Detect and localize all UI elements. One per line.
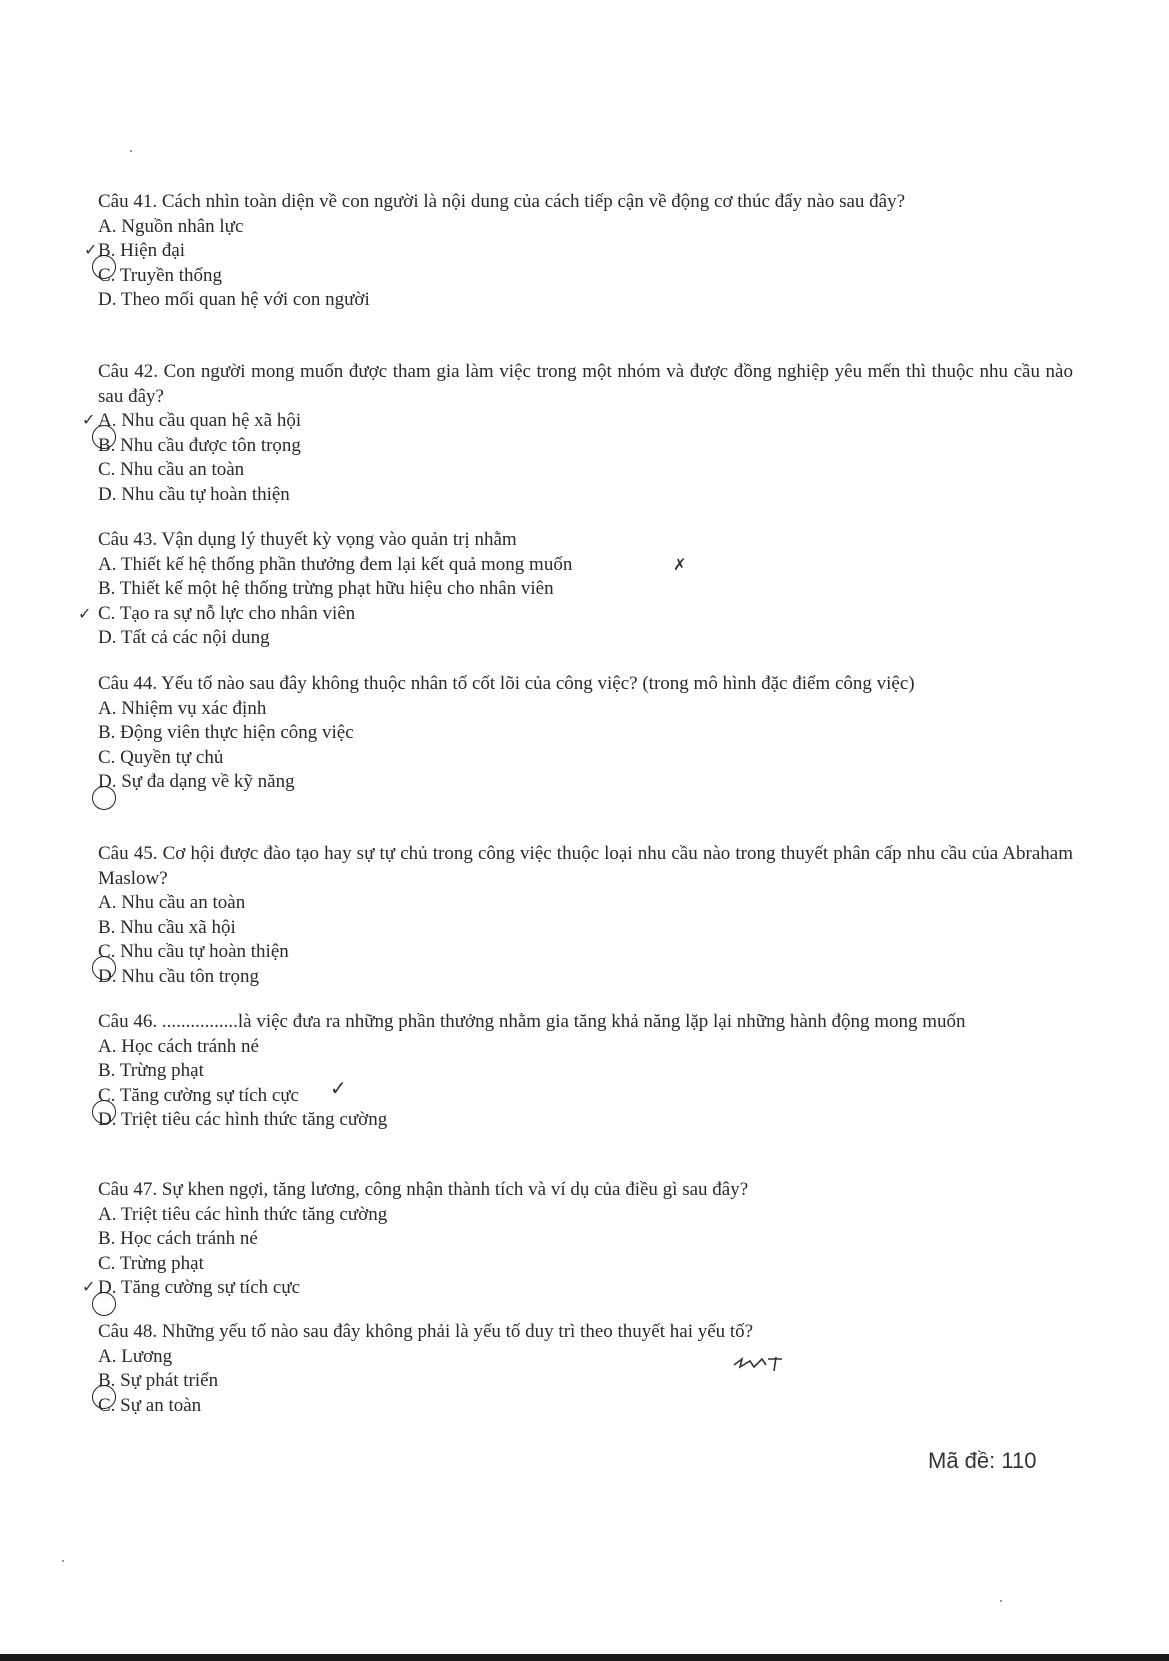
option-b[interactable]: B. Học cách tránh né: [98, 1228, 258, 1249]
question-42: [82, 360, 1073, 507]
option-c[interactable]: C. Tăng cường sự tích cực ✓: [98, 1075, 347, 1106]
option-b[interactable]: B. Hiện đại ✓: [84, 240, 186, 261]
answer-options: [98, 891, 1073, 989]
option-b[interactable]: B. Trừng phạt: [98, 1060, 204, 1081]
question-text: Câu 47. Sự khen ngợi, tăng lương, công nhận thành tích và ví dụ của điều gì sau đây?: [98, 1179, 749, 1200]
exam-code: Mã đề: 110: [928, 1448, 1037, 1473]
option-c[interactable]: C. Nhu cầu tự hoàn thiện: [98, 941, 289, 962]
question-text: Câu 44. Yếu tố nào sau đây không thuộc nhân tố cốt lõi của công việc? (trong mô hình đặc điểm công việc): [98, 673, 915, 694]
option-c[interactable]: C. Quyền tự chủ: [98, 746, 224, 768]
option-c[interactable]: ✓ C. Tạo ra sự nỗ lực cho nhân viên: [78, 602, 356, 624]
option-d[interactable]: D. Tăng cường sự tích cực ✓: [82, 1277, 301, 1298]
scan-bottom-edge: [0, 1654, 1169, 1661]
question-43: [78, 528, 1073, 651]
cross-mark-icon: ✗: [673, 554, 687, 574]
option-a[interactable]: A. Nhu cầu an toàn: [98, 892, 246, 913]
option-a[interactable]: A. Lương: [98, 1345, 173, 1367]
check-mark-icon: ✓: [82, 1277, 96, 1296]
option-a[interactable]: A. Nguồn nhân lực: [98, 215, 244, 237]
option-a[interactable]: A. Học cách tránh né: [98, 1035, 259, 1057]
check-mark-icon: ✓: [84, 240, 98, 259]
question-48: [98, 1320, 1073, 1418]
answer-options: [82, 1203, 1073, 1301]
option-c[interactable]: C. Sự an toàn: [98, 1394, 202, 1416]
question-41: [84, 190, 1073, 313]
option-a[interactable]: A. Nhu cầu quan hệ xã hội ✓: [82, 410, 302, 431]
option-b[interactable]: B. Nhu cầu được tôn trọng: [98, 434, 301, 456]
question-text: Câu 48. Những yếu tố nào sau đây không phải là yếu tố duy trì theo thuyết hai yếu tố?: [98, 1321, 754, 1342]
option-b[interactable]: B. Động viên thực hiện công việc: [98, 722, 354, 743]
option-a[interactable]: A. Thiết kế hệ thống phần thưởng đem lại kết quả mong muốn ✗: [98, 553, 687, 575]
option-d[interactable]: D. Sự đa dạng về kỹ năng: [98, 771, 295, 792]
answer-options: [82, 409, 1073, 507]
answer-options: [98, 1345, 1073, 1419]
answer-options: [84, 215, 1073, 313]
question-46: [98, 1010, 1073, 1133]
question-text: Câu 42. Con người mong muốn được tham gia làm việc trong một nhóm và được đồng nghiệp yêu mến thì thuộc nhu cầu nào sau đây?: [98, 361, 1073, 407]
check-mark-icon: ✓: [330, 1075, 347, 1100]
option-d[interactable]: D. Triệt tiêu các hình thức tăng cường: [98, 1109, 388, 1130]
question-text: Câu 41. Cách nhìn toàn diện về con người là nội dung của cách tiếp cận về động cơ thúc đẩy nào sau đây?: [98, 191, 906, 212]
question-text: Câu 46. ................là việc đưa ra những phần thưởng nhằm gia tăng khả năng lặp lại những hành động mong muốn: [98, 1011, 966, 1032]
question-text: Câu 45. Cơ hội được đào tạo hay sự tự chủ trong công việc thuộc loại nhu cầu nào trong thuyết phân cấp nhu cầu của Abraham Maslow?: [98, 843, 1073, 889]
option-d[interactable]: D. Tất cả các nội dung: [98, 627, 270, 648]
question-47: [82, 1178, 1073, 1301]
question-45: [98, 842, 1073, 989]
answer-options: [98, 697, 1073, 795]
answer-options: [98, 1035, 1073, 1133]
option-d[interactable]: D. Nhu cầu tự hoàn thiện: [98, 483, 290, 505]
option-d[interactable]: D. Nhu cầu tôn trọng: [98, 965, 259, 987]
option-c[interactable]: C. Nhu cầu an toàn: [98, 459, 245, 480]
answer-options: [78, 553, 1073, 651]
question-44: [98, 672, 1073, 795]
option-c[interactable]: C. Trừng phạt: [98, 1252, 204, 1274]
check-mark-icon: ✓: [82, 410, 96, 429]
option-b[interactable]: B. Thiết kế một hệ thống trừng phạt hữu hiệu cho nhân viên: [98, 578, 554, 599]
option-a[interactable]: A. Triệt tiêu các hình thức tăng cường: [98, 1203, 388, 1225]
scan-speck: [62, 1560, 64, 1562]
handwritten-scribble: [732, 1353, 792, 1373]
option-c[interactable]: C. Truyền thống: [98, 264, 223, 286]
scan-speck: [130, 150, 132, 152]
question-text: Câu 43. Vận dụng lý thuyết kỳ vọng vào quản trị nhằm: [98, 529, 517, 550]
option-a[interactable]: A. Nhiệm vụ xác định: [98, 697, 267, 719]
option-b[interactable]: B. Nhu cầu xã hội: [98, 916, 236, 938]
option-d[interactable]: D. Theo mối quan hệ với con người: [98, 289, 370, 310]
check-mark-icon: ✓: [78, 603, 92, 623]
option-b[interactable]: B. Sự phát triển: [98, 1370, 219, 1391]
scan-speck: [1000, 1600, 1002, 1602]
